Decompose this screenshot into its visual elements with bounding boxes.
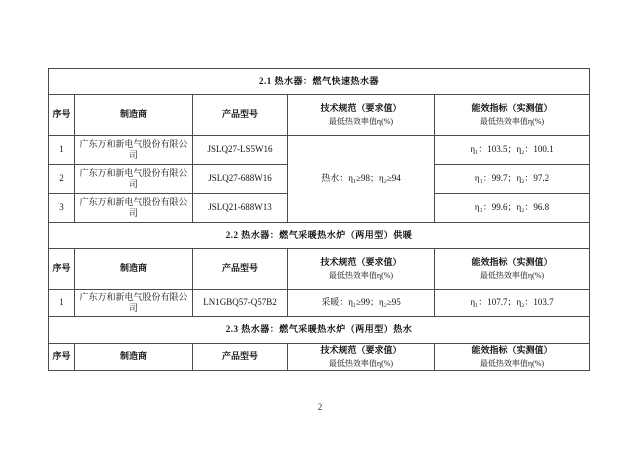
header-row [49,249,590,290]
cell-performance: η₁：103.5；η₂：100.1 [435,136,590,165]
col-header-seq: 序号 [49,249,75,290]
cell-model: JSLQ27-688W16 [193,165,288,194]
col-header-performance [435,249,590,290]
section-title-row [49,317,590,344]
col-header-model: 产品型号 [193,95,288,136]
col-header-model: 产品型号 [193,249,288,290]
table-row [49,290,590,317]
page-number: 2 [317,402,323,412]
col-header-spec [288,344,435,371]
col-header-seq: 序号 [49,344,75,371]
cell-performance: η₁：107.7；η₂：103.7 [435,290,590,317]
cell-manufacturer: 广东万和新电气股份有限公司 [75,290,193,317]
section-title-row [49,69,590,95]
col-header-seq: 序号 [49,95,75,136]
cell-model: JSLQ27-LS5W16 [193,136,288,165]
spec-header-line2: 最低热效率值η(%) [328,116,394,126]
cell-manufacturer: 广东万和新电气股份有限公司 [75,136,193,165]
spec-header-line2: 最低热效率值η(%) [328,270,394,280]
col-header-manufacturer: 制造商 [75,344,193,371]
perf-header-line2: 最低热效率值η(%) [479,358,545,368]
cell-spec-merged: 热水：η₁≥98；η₂≥94 [288,136,435,223]
section-2-3-title: 2.3 热水器：燃气采暖热水炉（两用型）热水 [49,317,590,344]
col-header-manufacturer: 制造商 [75,95,193,136]
cell-seq: 1 [49,290,75,317]
spec-header-line1: 技术规范（要求值） [320,345,402,356]
header-row [49,344,590,371]
col-header-spec [288,249,435,290]
cell-manufacturer: 广东万和新电气股份有限公司 [75,165,193,194]
col-header-model: 产品型号 [193,344,288,371]
perf-header-line1: 能效指标（实测值） [471,103,553,114]
spec-header-line1: 技术规范（要求值） [320,103,402,114]
col-header-spec [288,95,435,136]
spec-header-line2: 最低热效率值η(%) [328,358,394,368]
section-2-2-title: 2.2 热水器：燃气采暖热水炉（两用型）供暖 [49,223,590,249]
spec-header-line1: 技术规范（要求值） [320,257,402,268]
cell-performance: η₁：99.7；η₂：97.2 [435,165,590,194]
cell-manufacturer: 广东万和新电气股份有限公司 [75,194,193,223]
col-header-performance [435,344,590,371]
perf-header-line1: 能效指标（实测值） [471,257,553,268]
cell-spec: 采暖：η₁≥99；η₂≥95 [288,290,435,317]
cell-model: JSLQ21-688W13 [193,194,288,223]
cell-performance: η₁：99.6；η₂：96.8 [435,194,590,223]
table-row [49,136,590,165]
perf-header-line2: 最低热效率值η(%) [479,270,545,280]
cell-model: LN1GBQ57-Q57B2 [193,290,288,317]
col-header-performance [435,95,590,136]
col-header-manufacturer: 制造商 [75,249,193,290]
perf-header-line1: 能效指标（实测值） [471,345,553,356]
cell-seq: 3 [49,194,75,223]
header-row [49,95,590,136]
cell-seq: 2 [49,165,75,194]
section-title-row [49,223,590,249]
section-2-1-title: 2.1 热水器：燃气快速热水器 [49,69,590,95]
perf-header-line2: 最低热效率值η(%) [479,116,545,126]
energy-efficiency-table [48,68,590,371]
cell-seq: 1 [49,136,75,165]
